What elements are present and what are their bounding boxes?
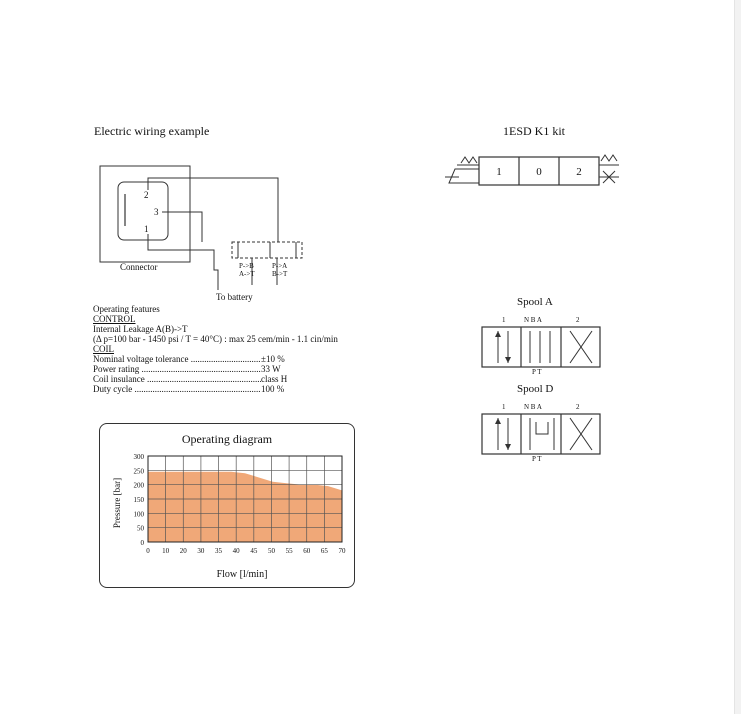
- kit-position-1: 1: [496, 166, 502, 178]
- feature-value: ±10 %: [261, 354, 285, 364]
- feature-label: Power rating .....: [93, 364, 261, 374]
- wiring-box1-line2: A->T: [239, 270, 255, 278]
- chart-y-tick-label: 250: [133, 467, 144, 476]
- chart-area-fill: [148, 472, 342, 542]
- chart-x-tick-label: 65: [320, 547, 328, 555]
- chart-y-tick-label: 150: [133, 496, 144, 504]
- feature-row: [93, 364, 423, 374]
- chart-x-tick-label: 45: [250, 547, 258, 555]
- chart-y-tick-label: 100: [133, 510, 144, 519]
- chart-x-tick-label: 40: [232, 547, 240, 555]
- chart-x-tick-label: 30: [197, 547, 205, 555]
- spool-a-symbol: [480, 313, 602, 375]
- spool-d-bottom-letters: P T: [532, 455, 542, 462]
- wiring-pin-1: 1: [144, 224, 149, 234]
- kit-position-2: 2: [576, 166, 582, 178]
- spool-d-top-letters: N B A: [524, 403, 542, 411]
- features-heading: Operating features: [93, 304, 160, 314]
- spool-a-port-left: 1: [502, 316, 506, 324]
- chart-x-tick-label: 50: [267, 547, 275, 555]
- chart-x-tick-label: 60: [303, 547, 311, 555]
- control-heading: CONTROL: [93, 314, 136, 324]
- chart-x-tick-label: 70: [338, 547, 346, 555]
- chart-xlabel: Flow [l/min]: [216, 569, 268, 580]
- leakage-line-2: (Δ p=100 bar - 1450 psi / T = 40°C) : max 25 cem/min - 1.1 cin/min: [93, 334, 338, 344]
- spool-d-port-left: 1: [502, 403, 506, 411]
- spool-a-port-right: 2: [576, 316, 580, 324]
- leakage-line-1: Internal Leakage A(B)->T: [93, 324, 188, 334]
- chart-y-tick-label: 50: [137, 524, 144, 533]
- feature-row: [93, 374, 423, 384]
- coil-heading: COIL: [93, 344, 114, 354]
- chart-x-tick-label: 10: [162, 547, 170, 555]
- chart-x-tick-label: 20: [179, 547, 187, 555]
- feature-label: Duty cycle .....: [93, 384, 261, 394]
- spool-a-bottom-letters: P T: [532, 368, 542, 375]
- kit-symbol: [443, 143, 623, 191]
- chart-title: Operating diagram: [181, 432, 273, 446]
- right-edge-strip: [734, 0, 741, 714]
- feature-row: [93, 354, 423, 364]
- feature-value: 100 %: [261, 384, 285, 394]
- operating-diagram-chart: [100, 424, 354, 587]
- chart-x-tick-label: 55: [285, 547, 293, 555]
- chart-x-tick-label: 35: [215, 547, 223, 555]
- spool-d-title: Spool D: [517, 383, 554, 395]
- connector-label: Connector: [120, 262, 158, 272]
- wiring-pin-2: 2: [144, 190, 149, 200]
- spool-d-symbol: [480, 400, 602, 462]
- chart-y-tick-label: 0: [140, 539, 144, 547]
- chart-y-tick-label: 300: [133, 453, 144, 461]
- feature-label: Coil insulance .....: [93, 374, 261, 384]
- wiring-title: Electric wiring example: [94, 124, 210, 138]
- wiring-pin-3: 3: [154, 207, 159, 217]
- battery-label: To battery: [216, 292, 253, 302]
- feature-value: class H: [261, 374, 288, 384]
- spool-a-top-letters: N B A: [524, 316, 542, 324]
- wiring-box1-line1: P->B: [239, 262, 254, 270]
- kit-position-0: 0: [536, 166, 542, 178]
- operating-diagram-panel: [99, 423, 355, 588]
- operating-features: [93, 304, 423, 394]
- chart-ylabel: Pressure [bar]: [112, 477, 122, 529]
- feature-value: 33 W: [261, 364, 281, 374]
- feature-label: Nominal voltage tolerance .....: [93, 354, 261, 364]
- wiring-box2-line2: B->T: [272, 270, 288, 278]
- chart-x-tick-label: 0: [146, 547, 150, 555]
- spool-d-port-right: 2: [576, 403, 580, 411]
- wiring-diagram: [92, 160, 307, 305]
- kit-title: 1ESD K1 kit: [503, 124, 566, 138]
- wiring-box2-line1: P->A: [272, 262, 288, 270]
- spool-a-title: Spool A: [517, 296, 553, 308]
- chart-y-tick-label: 200: [133, 481, 144, 490]
- feature-row: [93, 384, 423, 394]
